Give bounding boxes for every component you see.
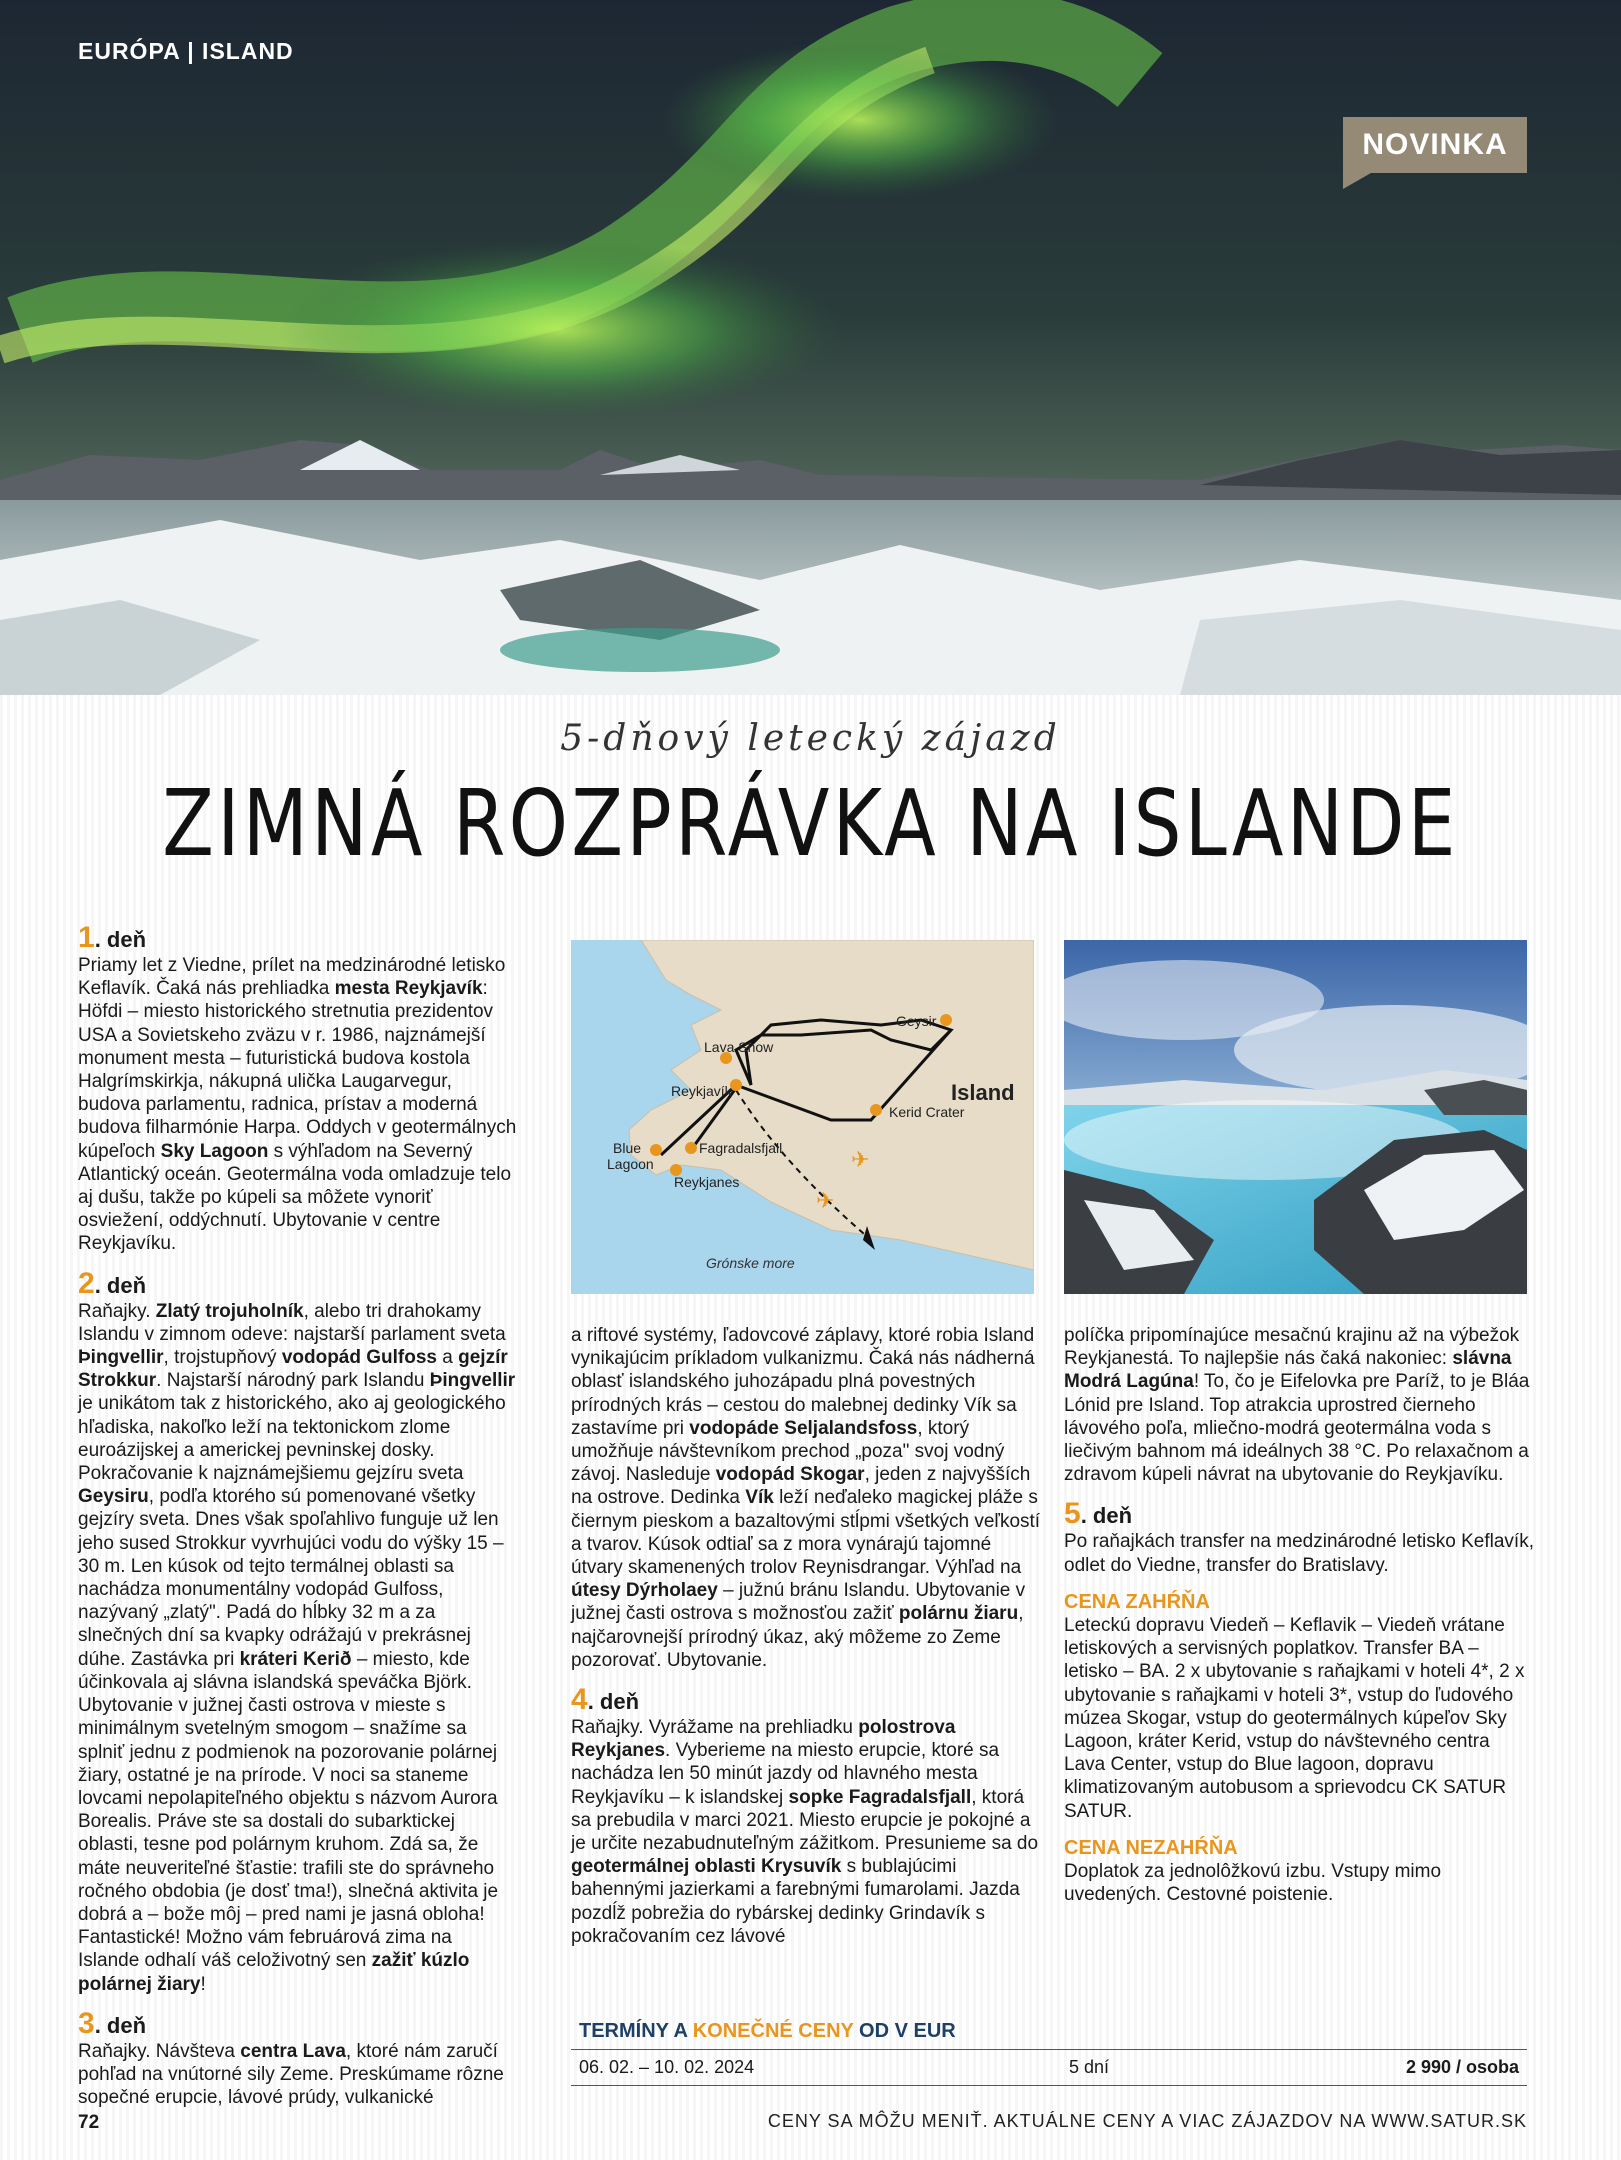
day-3-heading: 3. deň: [78, 2006, 147, 2040]
map-label-island: Island: [951, 1080, 1015, 1105]
day-2-heading: 2. deň: [78, 1266, 147, 1300]
day-4-text-continued: políčka pripomínajúce mesačnú krajinu až na výbežok Reykjanestá. To najlepšie nás čaká nakoniec: slávna Modrá Lagúna! To, čo je Eifelovka pre Paríž, to je Bláa Lónid pre Island. Top atrakcia uprostred čierneho lávového poľa, mliečno-modrá geotermálna voda s liečivým bahnom má ideálnych 38 °C. Po relaxačnom a zdravom kúpeli návrat na ubytovanie do Reykjavíku.: [1064, 1325, 1530, 1486]
day-3-text-start: Raňajky. Návšteva centra Lava, ktoré nám zaručí pohľad na vnútorné sily Zeme. Preskúmame rôzne sopečné erupcie, lávové prúdy, vulkanické: [78, 2040, 504, 2109]
included-heading: CENA ZAHŔŇA: [1064, 1590, 1210, 1613]
new-badge: NOVINKA: [1343, 117, 1527, 173]
svg-text:✈: ✈: [816, 1188, 835, 1213]
map-label-blue: Blue: [613, 1140, 642, 1156]
table-row: [571, 2049, 1527, 2086]
badge-tail: [1343, 173, 1371, 189]
day-5-heading: 5. deň: [1064, 1497, 1133, 1531]
map-label-fagradalsfjall: Fagradalsfjall: [699, 1140, 783, 1156]
hero-image: [0, 0, 1621, 695]
blue-lagoon-photo: [1064, 940, 1527, 1294]
price-value: 2 990 / osoba: [1405, 2057, 1519, 2077]
trip-subtitle: 5-dňový letecký zájazd: [560, 718, 1061, 759]
excluded-text: Doplatok za jednolôžkovú izbu. Vstupy mimo uvedených. Cestovné poistenie.: [1064, 1861, 1442, 1906]
column-right: [1064, 1324, 1534, 1906]
price-date: 06. 02. – 10. 02. 2024: [579, 2057, 755, 2077]
included-text: Leteckú dopravu Viedeň – Keflavik – Viedeň vrátane letiskových a servisných poplatkov. Transfer BA – letisko – BA. 2 x ubytovanie s raňajkami v hoteli 4*, 2 x ubytovanie s raňajkami v hoteli 3*, vstup do ľudového múzea Skogar, vstup do geotermálnych kúpeľov Sky Lagoon, kráter Kerid, vstup do návštevného centra Lava Center, vstup do Blue lagoon, dopravu klimatizovaným autobusom a sprievodcu CK SATUR SATUR.: [1064, 1615, 1525, 1822]
day-3-text-continued: a riftové systémy, ľadovcové záplavy, ktoré robia Island vynikajúcim príkladom vulkanizmu. Čaká nás nádherná oblasť islandského juhozápadu plná povestných prírodných krás – cestou do malebnej dedinky Vík sa zastavíme pri vodopáde Seljalandsfoss, ktorý umožňuje návštevníkom prechod „poza" svoj vodný závoj. Nasleduje vodopád Skogar, jeden z najvyšších na ostrove. Dedinka Vík leží neďaleko magickej pláže s čiernym pieskom a bazaltovými stĺpmi všetkých veľkostí a tvarov. Kúsok odtiaľ sa z mora vynárajú tajomné útvary skamenených trolov Reynisdrangar. Výhľad na útesy Dýrholaey – južnú bránu Islandu. Ubytovanie v južnej časti ostrova s možnosťou zažiť polárnu žiaru, najčarovnejší prírodný úkaz, aký môžeme zo Zeme pozorovať. Ubytovanie.: [571, 1325, 1041, 1671]
price-table: [571, 2020, 1527, 2086]
map-label-lagoon: Lagoon: [607, 1156, 654, 1172]
page-number: 72: [78, 2112, 100, 2133]
day-4-heading: 4. deň: [571, 1683, 640, 1717]
day-2-text: Raňajky. Zlatý trojuholník, alebo tri drahokamy Islandu v zimnom odeve: najstarší parlament sveta Þingvellir, trojstupňový vodopád Gulfoss a gejzír Strokkur. Najstarší národný park Islandu Þingvellir je unikátom tak z historického, ako aj geologického hľadiska, nakoľko leží na tektonickom zlome euroázijskej a americkej pevninskej dosky. Pokračovanie k najznámejšiemu gejzíru sveta Geysiru, podľa ktorého sú pomenované všetky gejzíry sveta. Dnes však spoľahlivo funguje už len jeho sused Strokkur vyvrhujúci vodu do výšky 15 – 30 m. Len kúsok od tejto termálnej oblasti sa nachádza monumentálny vodopád Gulfoss, nazývaný „zlatý". Padá do hĺbky 32 m a za slnečných dní sa kvapky odrážajú v prekrásnej dúhe. Zastávka pri kráteri Kerið – miesto, kde účinkovala aj slávna islandská speváčka Björk. Ubytovanie v južnej časti ostrova v mieste s minimálnym svetelným smogom – snažíme sa splniť jednu z podmienok na pozorovanie polárnej žiary, ostatné je na prírode. V noci sa staneme lovcami nepolapiteľného objektu s názvom Aurora Borealis. Práve ste sa dostali do subarktickej oblasti, tesne pod polárnym kruhom. Zdá sa, že máte neuveriteľné šťastie: trafili ste do správneho ročného obdobia (je dosť tma!), slnečná aktivita je dobrá a – bože môj – pred nami je jasná obloha! Fantastické! Možno vám februárová zima na Islande odhalí váš celoživotný sen zažiť kúzlo polárnej žiary!: [78, 1300, 516, 1995]
map-label-reykjanes: Reykjanes: [674, 1174, 740, 1190]
map-label-reykjavik: Reykjavík: [671, 1083, 732, 1099]
footer-note: CENY SA MÔŽU MENIŤ. AKTUÁLNE CENY A VIAC ZÁJAZDOV NA WWW.SATUR.SK: [767, 2111, 1527, 2131]
day-1-text: Priamy let z Viedne, prílet na medzinárodné letisko Keflavík. Čaká nás prehliadka mesta Reykjavík: Höfdi – miesto historického stretnutia prezidentov USA a Sovietskeho zväzu v r. 1986, najznámejší monument mesta – futuristická budova kostola Halgrímskirkja, nákupná ulička Laugarvegur, budova parlamentu, radnica, prístav a moderná budova filharmónie Harpa. Oddych v geotermálnych kúpeľoch Sky Lagoon s výhľadom na Severný Atlantický oceán. Geotermálna voda omladzuje telo aj dušu, takže po kúpeli sa môžete vynoriť osviežení, oddýchnutí. Ubytovanie v centre Reykjavíku.: [78, 955, 517, 1255]
day-5-text: Po raňajkách transfer na medzinárodné letisko Keflavík, odlet do Viedne, transfer do Bratislavy.: [1064, 1531, 1534, 1576]
breadcrumb: EURÓPA | ISLAND: [78, 38, 294, 64]
excluded-heading: CENA NEZAHŔŇA: [1064, 1836, 1238, 1859]
svg-text:✈: ✈: [851, 1147, 870, 1172]
map-label-sea: Grónske more: [706, 1255, 795, 1271]
map-label-lava-show: Lava Show: [704, 1039, 774, 1055]
price-table-heading: TERMÍNY A KONEČNÉ CENY OD V EUR: [579, 2020, 956, 2042]
day-4-text: Raňajky. Vyrážame na prehliadku polostrova Reykjanes. Vyberieme na miesto erupcie, ktoré sa nachádza len 50 minút jazdy od hlavného mesta Reykjavíku – k islandskej sopke Fagradalsfjall, ktorá sa prebudila v marci 2021. Miesto erupcie je pokojné a je určite nezabudnuteľným zážitkom. Presunieme sa do geotermálnej oblasti Krysuvík s bublajúcimi bahennými jazierkami a farebnými fumarolami. Jazda pozdĺž pobrežia do rybárskej dedinky Grindavík s pokračovaním cez lávové: [571, 1717, 1039, 1947]
map-label-kerid: Kerid Crater: [889, 1104, 965, 1120]
price-duration: 5 dní: [1069, 2057, 1110, 2077]
day-1-heading: 1. deň: [78, 921, 147, 954]
column-left: [78, 921, 518, 2109]
page-title: ZIMNÁ ROZPRÁVKA NA ISLANDE: [162, 770, 1459, 877]
route-map: [571, 940, 1034, 1294]
map-label-geysir: Geysir: [896, 1013, 937, 1029]
column-middle: [571, 1324, 1041, 1948]
